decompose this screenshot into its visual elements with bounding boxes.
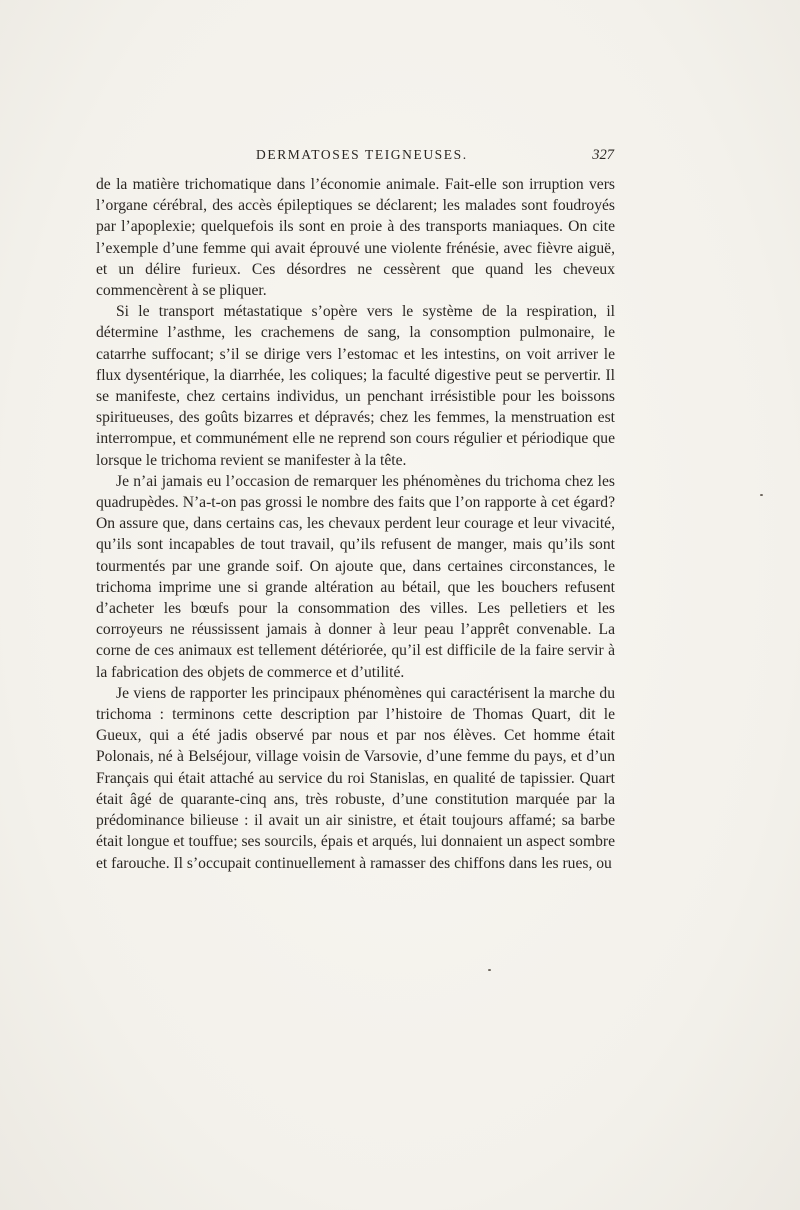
- paper-speck: [488, 969, 491, 971]
- paragraph-metastasis: Si le transport métastatique s’opère vers le système de la respiration, il détermine l’asthme, les crachemens de sang, la consomption pulmonaire, le catarrhe suffocant; s’il se dirige vers l’estomac et les intestins, on voit arriver le flux dysentérique, la diarrhée, les coliques; la faculté digestive peut se pervertir. Il se manifeste, chez certains individus, un penchant irrésistible pour les boissons spiritueuses, des goûts bizarres et dépravés; chez les femmes, la menstruation est interrompue, et communément elle ne reprend son cours régulier et périodique que lorsque le trichoma revient se manifester à la tête.: [96, 303, 615, 469]
- paper-speck: [760, 494, 763, 496]
- running-head: DERMATOSES TEIGNEUSES.: [256, 147, 468, 162]
- page-header: [96, 147, 614, 167]
- paragraph-thomas-quart: Je viens de rapporter les principaux phénomènes qui caractérisent la marche du trichoma : terminons cette description par l’histoire de Thomas Quart, dit le Gueux, qui a été jadis observé par nous et par nos élèves. Cet homme était Polonais, né à Belséjour, village voisin de Varsovie, d’une femme du pays, et d’un Français qui était attaché au service du roi Stanislas, en qualité de tapissier. Quart était âgé de quarante-cinq ans, très robuste, d’une constitution marquée par la prédominance bilieuse : il avait un air sinistre, et était toujours affamé; sa barbe était longue et touffue; ses sourcils, épais et arqués, lui donnaient un aspect sombre et farouche. Il s’occupait continuellement à ramasser des chiffons dans les rues, ou: [96, 684, 615, 872]
- paragraph-continuation: de la matière trichomatique dans l’économie animale. Fait-elle son irruption vers l’organe cérébral, des accès épileptiques se déclarent; les malades sont foudroyés par l’apoplexie; quelquefois ils sont en proie à des transports maniaques. On cite l’exemple d’une femme qui avait éprouvé une violente frénésie, avec fièvre aiguë, et un délire furieux. Ces désordres ne cessèrent que quand les cheveux commencèrent à se pliquer.: [96, 176, 615, 300]
- body-text: [96, 174, 615, 874]
- paragraph-quadrupeds: Je n’ai jamais eu l’occasion de remarquer les phénomènes du trichoma chez les quadrupèdes. N’a-t-on pas grossi le nombre des faits que l’on rapporte à cet égard? On assure que, dans certains cas, les chevaux perdent leur courage et leur vivacité, qu’ils sont incapables de tout travail, qu’ils refusent de manger, mais qu’ils sont tourmentés par une grande soif. On ajoute que, dans certaines circonstances, le trichoma imprime une si grande altération au bétail, que les bouchers refusent d’acheter les bœufs pour la consommation des villes. Les pelletiers et les corroyeurs ne réussissent jamais à donner à leur peau l’apprêt convenable. La corne de ces animaux est tellement détériorée, qu’il est difficile de la faire servir à la fabrication des objets de commerce et d’utilité.: [96, 472, 615, 681]
- page-number: 327: [592, 147, 614, 163]
